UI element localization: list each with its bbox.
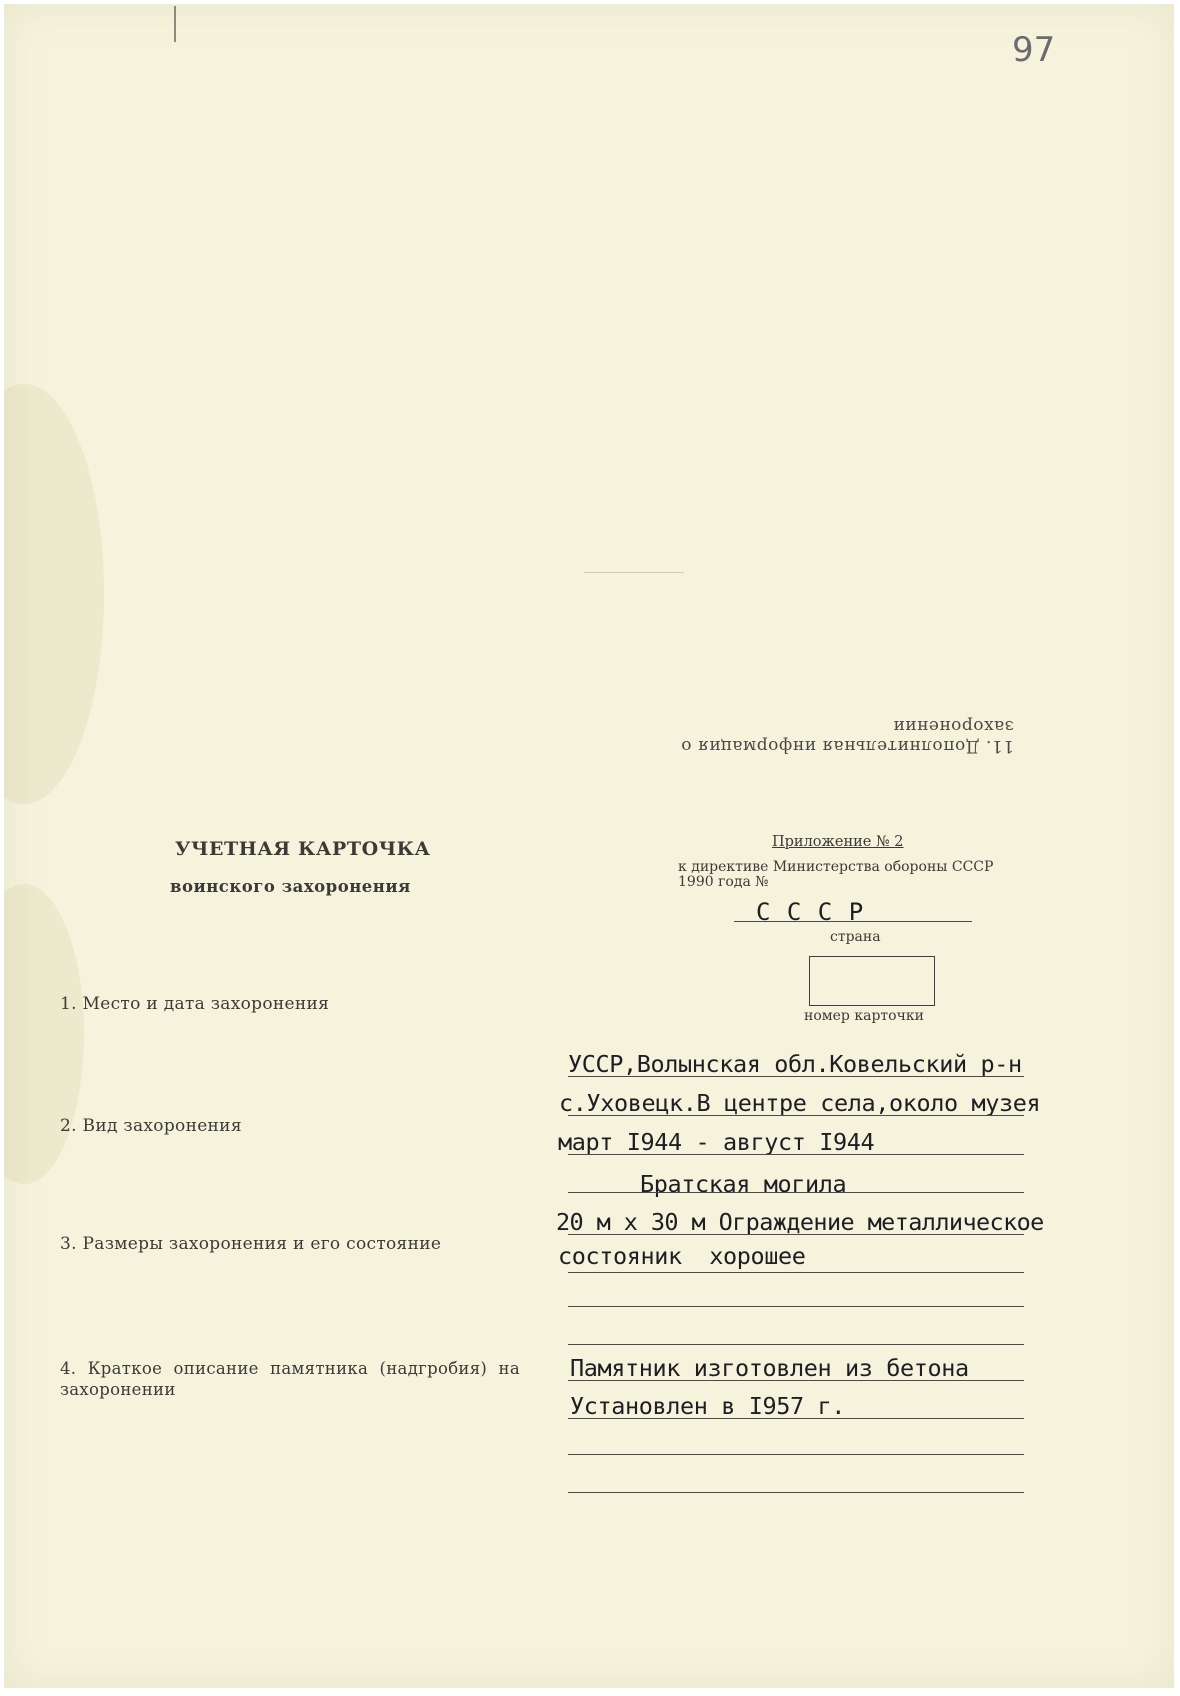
answer-underline-3: [568, 1154, 1024, 1155]
country-caption: страна: [830, 929, 881, 945]
card-subtitle: воинского захоронения: [170, 877, 411, 896]
field-label-monument: 4. Краткое описание памятника (надгробия) на захоронении: [60, 1359, 520, 1399]
answer-underline-2: [568, 1115, 1024, 1116]
answer-underline-1: [568, 1076, 1024, 1077]
field-label-place-date: 1. Место и дата захоронения: [60, 994, 330, 1014]
card-title: УЧЕТНАЯ КАРТОЧКА: [175, 838, 431, 860]
answer-monument-line-2: Установлен в I957 г.: [570, 1392, 845, 1420]
answer-monument-line-1: Памятник изготовлен из бетона: [570, 1354, 969, 1382]
blank-line-4: [568, 1492, 1024, 1493]
page-number: 97: [1012, 30, 1056, 70]
country-underline: [734, 921, 972, 922]
answer-place-line-2: с.Уховецк.В центре села,около музея: [559, 1089, 1041, 1117]
paper-stain: [4, 884, 84, 1184]
appendix-label: Приложение № 2: [772, 834, 904, 850]
blank-line-1: [568, 1306, 1024, 1307]
answer-burial-type: Братская могила: [640, 1170, 847, 1198]
answer-date-line: март I944 - август I944: [558, 1128, 875, 1156]
answer-place-line-1: УССР,Волынская обл.Ковельский р-н: [568, 1050, 1022, 1078]
answer-underline-5: [568, 1234, 1024, 1235]
field-label-size-condition: 3. Размеры захоронения и его состояние: [60, 1234, 442, 1254]
document-page: [4, 4, 1174, 1688]
card-number-box: [809, 956, 935, 1006]
directive-text: [678, 860, 993, 890]
answer-underline-4: [568, 1192, 1024, 1193]
answer-underline-8: [568, 1418, 1024, 1419]
blank-line-3: [568, 1454, 1024, 1455]
directive-line-2: 1990 года №: [678, 874, 769, 890]
answer-size-line-1: 20 м х 30 м Ограждение металлическое: [556, 1208, 1044, 1236]
stray-mark: [174, 6, 176, 42]
country-value: С С С Р: [756, 898, 865, 926]
answer-underline-7: [568, 1380, 1024, 1381]
reverse-section-heading: 11. Дополнительная информация о захоронении: [680, 716, 1014, 756]
answer-underline-6: [568, 1272, 1024, 1273]
paper-stain: [4, 384, 104, 804]
directive-line-1: к директиве Министерства обороны СССР: [678, 859, 994, 875]
blank-line-2: [568, 1344, 1024, 1345]
stray-line: [584, 572, 684, 573]
answer-size-line-2: состояник хорошее: [558, 1242, 806, 1270]
card-number-caption: номер карточки: [804, 1008, 924, 1024]
field-label-burial-type: 2. Вид захоронения: [60, 1116, 242, 1136]
